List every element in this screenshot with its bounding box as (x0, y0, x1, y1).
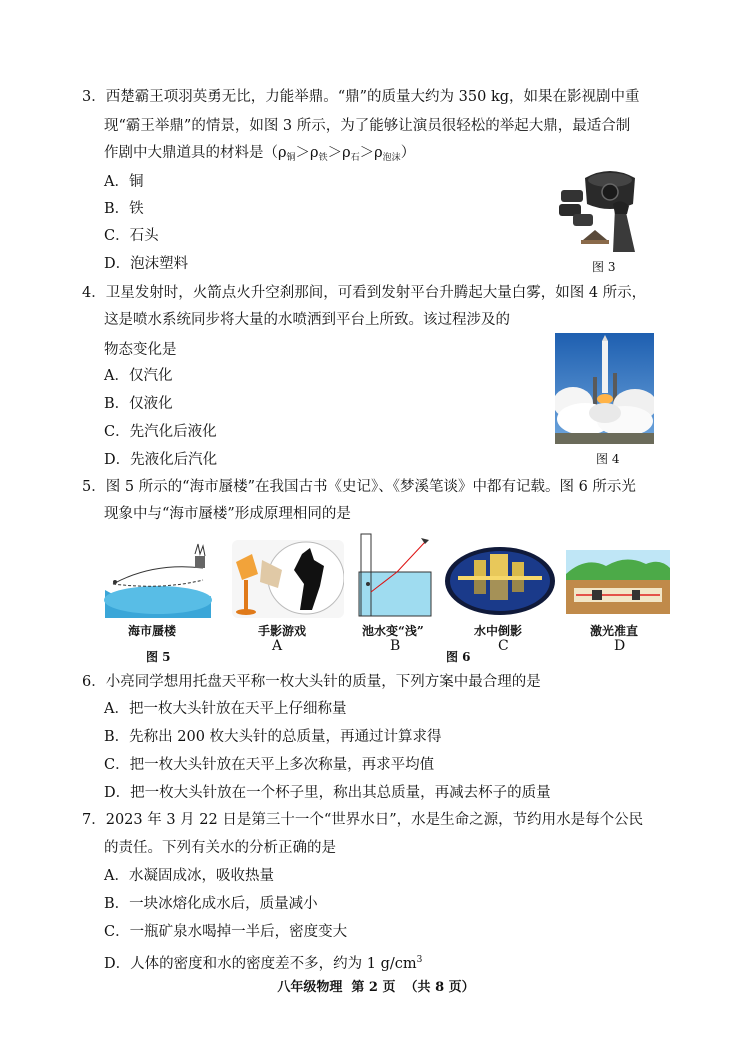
q3-line-1: 3．西楚霸王项羽英勇无比，力能举鼎。“鼎”的质量大约为 350 kg，如果在影视剧中重 (82, 89, 640, 105)
q7-option-c: C．一瓶矿泉水喝掉一半后，密度变大 (104, 924, 348, 940)
q6-option-b: B．先称出 200 枚大头针的总质量，再通过计算求得 (104, 729, 442, 745)
q3-option-a: A．铜 (104, 174, 144, 190)
water-reflection-image (444, 546, 556, 616)
figure-3-label: 图 3 (592, 260, 616, 274)
q3-line-3-text: 作剧中大鼎道具的材料是（ (104, 145, 278, 161)
figure-5-label: 图 5 (146, 650, 171, 664)
q3-option-d: D．泡沫塑料 (104, 256, 189, 272)
caption-laser-alignment: 激光准直 (590, 624, 639, 638)
rho-symbol: ρ (374, 145, 383, 161)
q3-line-2: 现“霸王举鼎”的情景，如图 3 所示，为了能够让演员很轻松的举起大鼎，最适合制 (104, 118, 631, 134)
subscript-stone: 石 (350, 153, 360, 163)
mirage-image (103, 540, 213, 618)
page-footer: 八年级物理 第 2 页 （共 8 页） (277, 980, 475, 995)
gt-symbol: ＞ (359, 145, 375, 161)
q6-line-1: 6．小亮同学想用托盘天平称一枚大头针的质量，下列方案中最合理的是 (82, 674, 541, 690)
caption-pool-shallow: 池水变“浅” (362, 624, 424, 638)
q4-option-d: D．先液化后汽化 (104, 452, 218, 468)
q4-option-a: A．仅汽化 (104, 368, 173, 384)
q4-line-1: 4．卫星发射时，火箭点火升空刹那间，可看到发射平台升腾起大量白雾，如图 4 所示， (82, 285, 647, 301)
q7-option-b: B．一块冰熔化成水后，质量减小 (104, 896, 318, 912)
cubic-superscript: 3 (416, 955, 423, 965)
q7-line-1: 7．2023 年 3 月 22 日是第三十一个“世界水日”，水是生命之源，节约用水是每个公民 (82, 812, 644, 828)
figure-6-label: 图 6 (446, 650, 471, 664)
rho-symbol: ρ (342, 145, 351, 161)
q6-option-c: C．把一枚大头针放在天平上多次称量，再求平均值 (104, 757, 435, 773)
q6-option-a: A．把一枚大头针放在天平上仔细称量 (104, 701, 347, 717)
gt-symbol: ＞ (295, 145, 311, 161)
q6-option-d: D．把一枚大头针放在一个杯子里，称出其总质量，再减去杯子的质量 (104, 785, 551, 801)
rho-symbol: ρ (278, 145, 287, 161)
subscript-foam: 泡沫 (382, 153, 401, 163)
q3-option-c: C．石头 (104, 228, 159, 244)
caption-mirage: 海市蜃楼 (128, 624, 177, 638)
q4-option-c: C．先汽化后液化 (104, 424, 217, 440)
subscript-iron: 铁 (318, 153, 328, 163)
letter-d: D (614, 638, 626, 654)
q7-option-a: A．水凝固成冰，吸收热量 (104, 868, 274, 884)
figure-4-rocket-launch-image (555, 333, 654, 444)
laser-alignment-image (566, 550, 670, 614)
q5-line-2: 现象中与“海市蜃楼”形成原理相同的是 (104, 506, 351, 522)
figure-3-cauldron-image (555, 168, 655, 252)
letter-b: B (390, 638, 401, 654)
q7-line-2: 的责任。下列有关水的分析正确的是 (104, 840, 336, 856)
hand-shadow-image (232, 540, 344, 618)
letter-c: C (498, 638, 509, 654)
figure-4-label: 图 4 (596, 452, 620, 466)
letter-a: A (272, 638, 283, 654)
q4-line-2: 这是喷水系统同步将大量的水喷洒到平台上所致。该过程涉及的 (104, 312, 510, 328)
q3-line-3 (104, 143, 415, 168)
q4-line-3: 物态变化是 (104, 342, 177, 358)
q7-option-d-text: D．人体的密度和水的密度差不多，约为 1 g/cm (104, 956, 417, 972)
caption-water-reflection: 水中倒影 (474, 624, 523, 638)
close-paren: ） (400, 145, 416, 161)
q3-option-b: B．铁 (104, 201, 144, 217)
rho-symbol: ρ (310, 145, 319, 161)
pool-shallow-image (357, 532, 433, 618)
q4-option-b: B．仅液化 (104, 396, 173, 412)
caption-hand-shadow: 手影游戏 (258, 624, 307, 638)
q7-option-d (104, 950, 422, 974)
subscript-copper: 铜 (286, 153, 296, 163)
q5-line-1: 5．图 5 所示的“海市蜃楼”在我国古书《史记》、《梦溪笔谈》中都有记载。图 6 所示光 (82, 479, 636, 495)
gt-symbol: ＞ (327, 145, 343, 161)
